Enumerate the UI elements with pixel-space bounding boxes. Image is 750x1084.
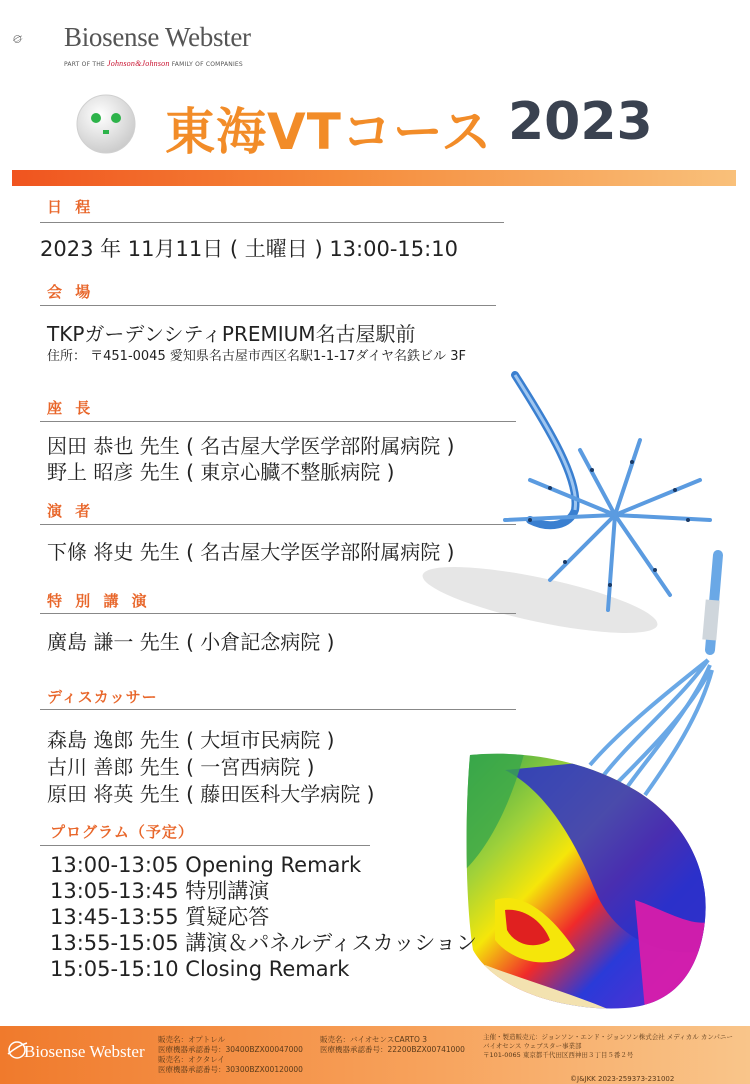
speakers-divider [40, 524, 516, 525]
footer-product-info-2: 販売名：バイオセンスCARTO 3 医療機器承認番号：22200BZX00741000 [320, 1035, 465, 1054]
schedule-heading: 日 程 [47, 198, 95, 216]
venue-heading: 会 場 [47, 283, 95, 301]
footer-brand-name: Biosense Webster [24, 1042, 145, 1061]
venue-divider [40, 305, 496, 306]
program-divider [40, 845, 370, 846]
schedule-divider [40, 222, 504, 223]
chairs-divider [40, 421, 516, 422]
program-item: 13:00-13:05 Opening Remark [50, 853, 362, 877]
catheter-illustration [420, 370, 750, 800]
program-item: 15:05-15:10 Closing Remark [50, 957, 350, 981]
program-heading: プログラム（予定） [50, 823, 194, 841]
robot-face-icon [76, 94, 136, 154]
footer-organizer-info: 主催・製造販売元：ジョンソン・エンド・ジョンソン株式会社 メディカル カンパニー バイオセンス ウェブスター事業部 〒101-0065 東京都千代田区西神田３丁目５番２号 [483, 1033, 733, 1059]
special-lecture-divider [40, 613, 516, 614]
footer-product-info-1: 販売名：オプトレル 医療機器承認番号：30400BZX00047000 販売名：オクタレイ 医療機器承認番号：30300BZX00120000 [158, 1035, 303, 1074]
chair-item: 野上 昭彦 先生 ( 東京心臓不整脈病院 ) [47, 460, 395, 484]
biosense-webster-logo-mark [12, 10, 72, 70]
program-item: 13:45-13:55 質疑応答 [50, 905, 270, 929]
special-lecture-heading: 特 別 講 演 [47, 592, 151, 610]
header-gradient-bar [12, 170, 736, 186]
speakers-heading: 演 者 [47, 502, 95, 520]
venue-address: 住所： 〒451-0045 愛知県名古屋市西区名駅1-1-17ダイヤ名鉄ビル 3F [47, 349, 466, 364]
chair-item: 因田 恭也 先生 ( 名古屋大学医学部附属病院 ) [47, 434, 455, 458]
speaker-item: 下條 将史 先生 ( 名古屋大学医学部附属病院 ) [47, 540, 455, 564]
discussant-item: 古川 善郎 先生 ( 一宮西病院 ) [47, 755, 315, 779]
discussants-divider [40, 709, 516, 710]
schedule-text: 2023 年 11月11日 ( 土曜日 ) 13:00-15:10 [40, 237, 458, 261]
activation-map-image [465, 750, 715, 1010]
footer-copyright: ©J&JKK 2023-259373-231002 [570, 1075, 675, 1083]
discussant-item: 森島 逸郎 先生 ( 大垣市民病院 ) [47, 728, 335, 752]
brand-name: Biosense Webster [64, 22, 251, 52]
program-item: 13:05-13:45 特別講演 [50, 879, 270, 903]
program-item: 13:55-15:05 講演＆パネルディスカッション [50, 931, 477, 955]
chairs-heading: 座 長 [47, 399, 95, 417]
special-lecture-item: 廣島 謙一 先生 ( 小倉記念病院 ) [47, 630, 335, 654]
brand-tagline: PART OF THE Johnson&Johnson FAMILY OF COMPANIES [64, 59, 243, 68]
venue-name: TKPガーデンシティPREMIUM名古屋駅前 [47, 322, 416, 346]
discussants-heading: ディスカッサー [47, 688, 158, 706]
page-title: 東海VTコース [165, 103, 493, 161]
discussant-item: 原田 将英 先生 ( 藤田医科大学病院 ) [47, 782, 375, 806]
page-title-year: 2023 [508, 92, 653, 152]
